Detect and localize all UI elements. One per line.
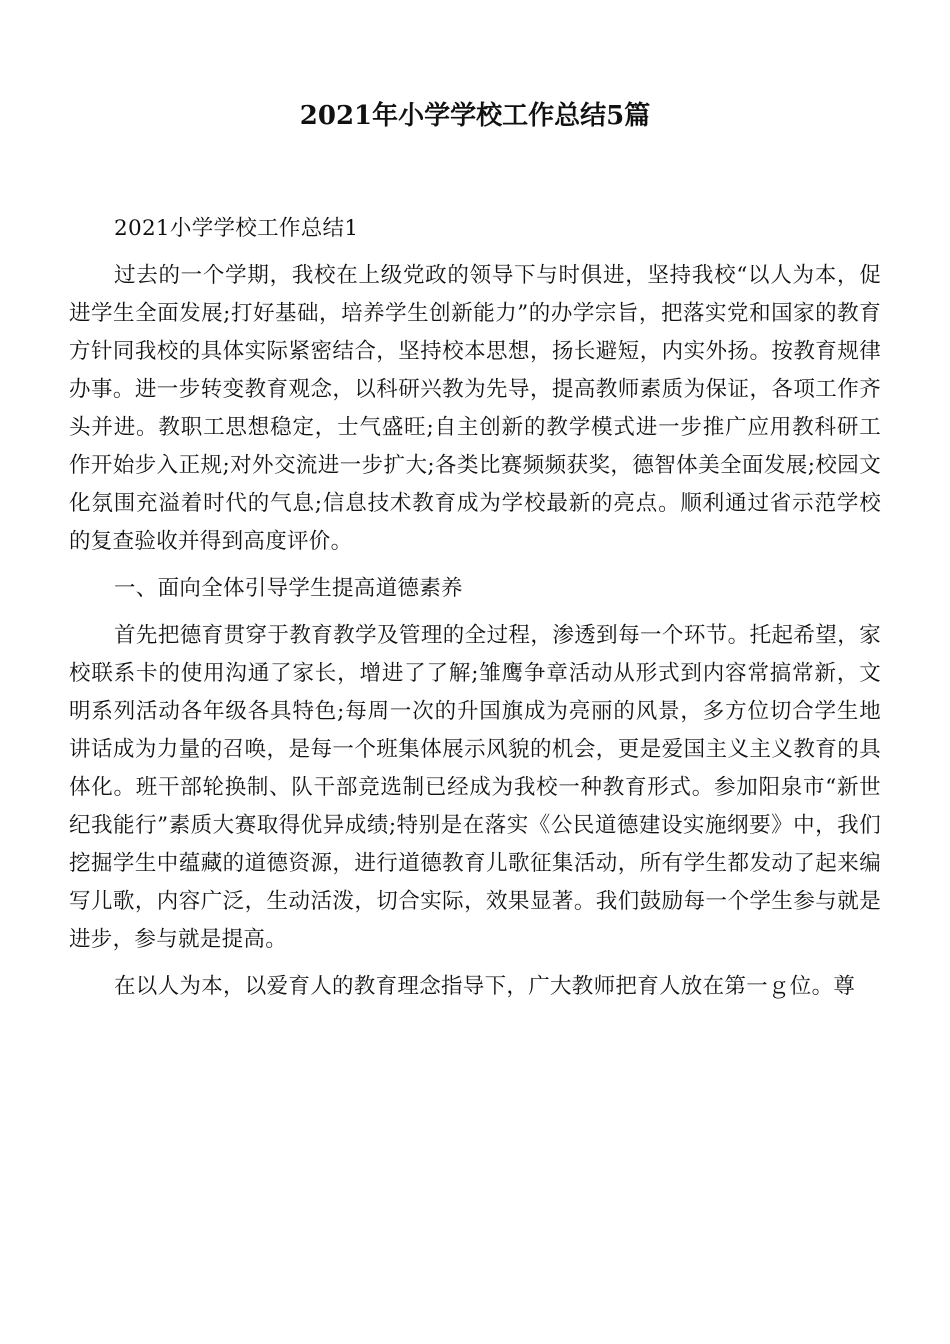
body-paragraph: 在以人为本，以爱育人的教育理念指导下，广大教师把育人放在第一ｇ位。尊 <box>114 974 856 999</box>
body-paragraph: 首先把德育贯穿于教育教学及管理的全过程，渗透到每一个环节。托起希望，家校联系卡的使用沟通了家长，增进了了解;雏鹰争章活动从形式到内容常搞常新，文明系列活动各年级各具特色;每周一次的升国旗成为亮丽的风景，多方位切合学生地讲话成为力量的召唤，是每一个班集体展示风貌的机会，更是爱国主义主义教育的具体化。班干部轮换制、队干部竞选制已经成为我校一种教育形式。参加阳泉市“新世纪我能行”素质大赛取得优异成绩;特别是在落实《公民道德建设实施纲要》中，我们挖掘学生中蕴藏的道德资源，进行道德教育儿歌征集活动，所有学生都发动了起来编写儿歌，内容广泛，生动活泼，切合实际，效果显著。我们鼓励每一个学生参与就是进步，参与就是提高。 <box>69 623 881 952</box>
body-paragraph: 过去的一个学期，我校在上级党政的领导下与时俱进，坚持我校“以人为本，促进学生全面发展;打好基础，培养学生创新能力”的办学宗旨，把落实党和国家的教育方针同我校的具体实际紧密结合，坚持校本思想，扬长避短，内实外扬。按教育规律办事。进一步转变教育观念，以科研兴教为先导，提高教师素质为保证，各项工作齐头并进。教职工思想稳定，士气盛旺;自主创新的教学模式进一步推广应用教科研工作开始步入正规;对外交流进一步扩大;各类比赛频频获奖，德智体美全面发展;校园文化氛围充溢着时代的气息;信息技术教育成为学校最新的亮点。顺利通过省示范学校的复查验收并得到高度评价。 <box>69 263 881 554</box>
section-heading: 一、面向全体引导学生提高道德素养 <box>114 576 463 601</box>
section-subtitle: 2021小学学校工作总结1 <box>114 216 359 241</box>
document-title: 2021年小学学校工作总结5篇 <box>299 101 651 131</box>
document-body <box>69 210 881 1015</box>
